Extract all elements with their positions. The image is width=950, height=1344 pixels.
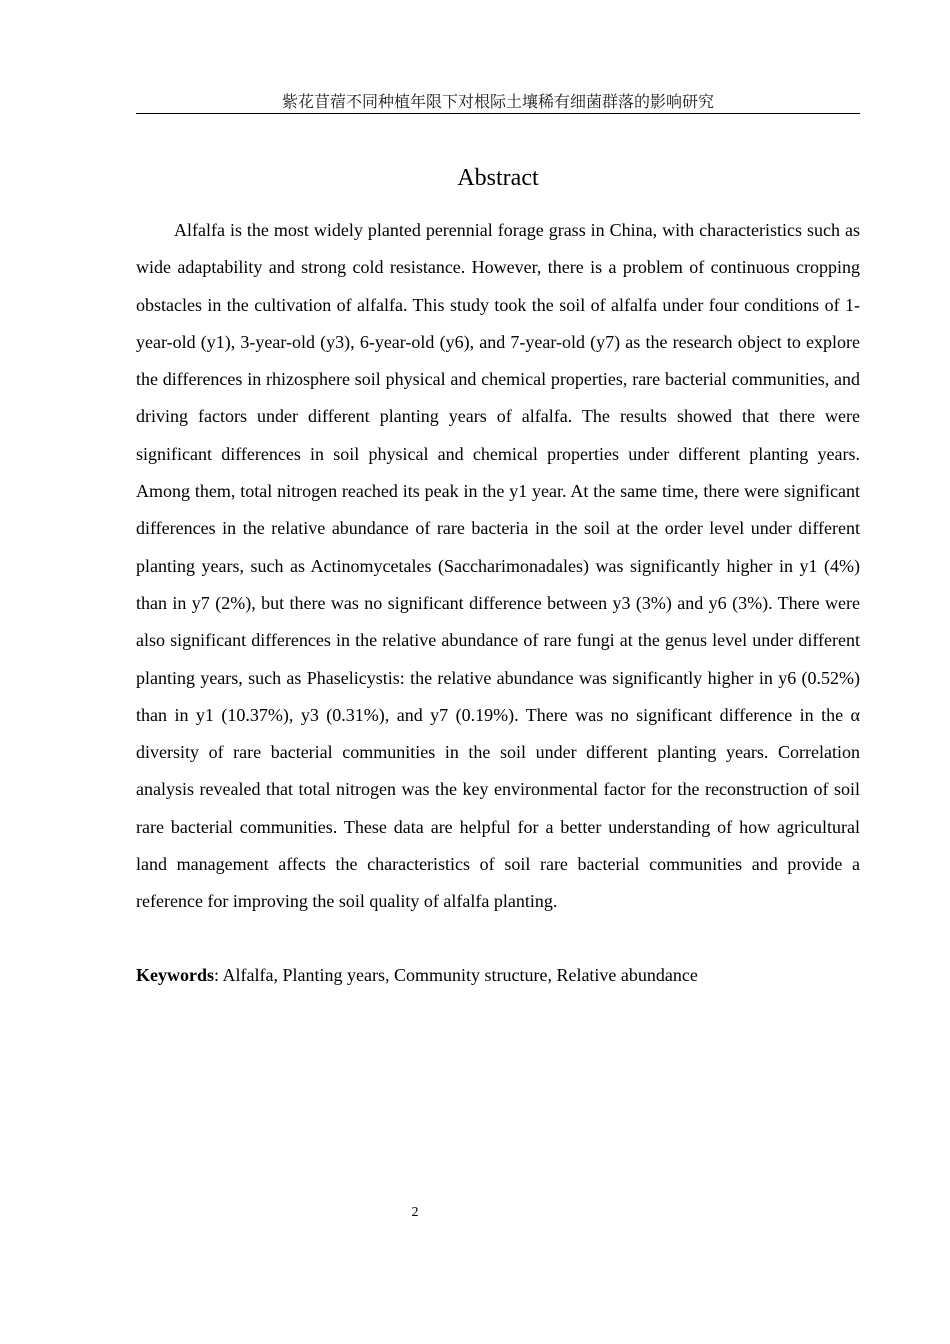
keywords-line xyxy=(136,962,860,988)
running-header-title: 紫花苜蓿不同种植年限下对根际土壤稀有细菌群落的影响研究 xyxy=(281,92,714,111)
abstract-paragraph: Alfalfa is the most widely planted perennial forage grass in China, with characteristics such as wide adaptability and strong cold resistance. However, there is a problem of continuous cropping obstacles in the cultivation of alfalfa. This study took the soil of alfalfa under four conditions of 1-year-old (y1), 3-year-old (y3), 6-year-old (y6), and 7-year-old (y7) as the research object to explore the differences in rhizosphere soil physical and chemical properties, rare bacterial communities, and driving factors under different planting years of alfalfa. The results showed that there were significant differences in soil physical and chemical properties under different planting years. Among them, total nitrogen reached its peak in the y1 year. At the same time, there were significant differences in the relative abundance of rare bacteria in the soil at the order level under different planting years, such as Actinomycetales (Saccharimonadales) was significantly higher in y1 (4%) than in y7 (2%), but there was no significant difference between y3 (3%) and y6 (3%). There were also significant differences in the relative abundance of rare fungi at the genus level under different planting years, such as Phaselicystis: the relative abundance was significantly higher in y6 (0.52%) than in y1 (10.37%), y3 (0.31%), and y7 (0.19%). There was no significant difference in the α diversity of rare bacterial communities in the soil under different planting years. Correlation analysis revealed that total nitrogen was the key environmental factor for the reconstruction of soil rare bacterial communities. These data are helpful for a better understanding of how agricultural land management affects the characteristics of soil rare bacterial communities and provide a reference for improving the soil quality of alfalfa planting. xyxy=(136,220,860,912)
keywords-label: Keywords xyxy=(136,965,214,985)
header-divider xyxy=(136,113,860,114)
keywords-list: Alfalfa, Planting years, Community structure, Relative abundance xyxy=(222,965,698,985)
page-number: 2 xyxy=(411,1205,419,1220)
abstract-heading: Abstract xyxy=(457,165,539,191)
keywords-separator: : xyxy=(214,965,223,985)
